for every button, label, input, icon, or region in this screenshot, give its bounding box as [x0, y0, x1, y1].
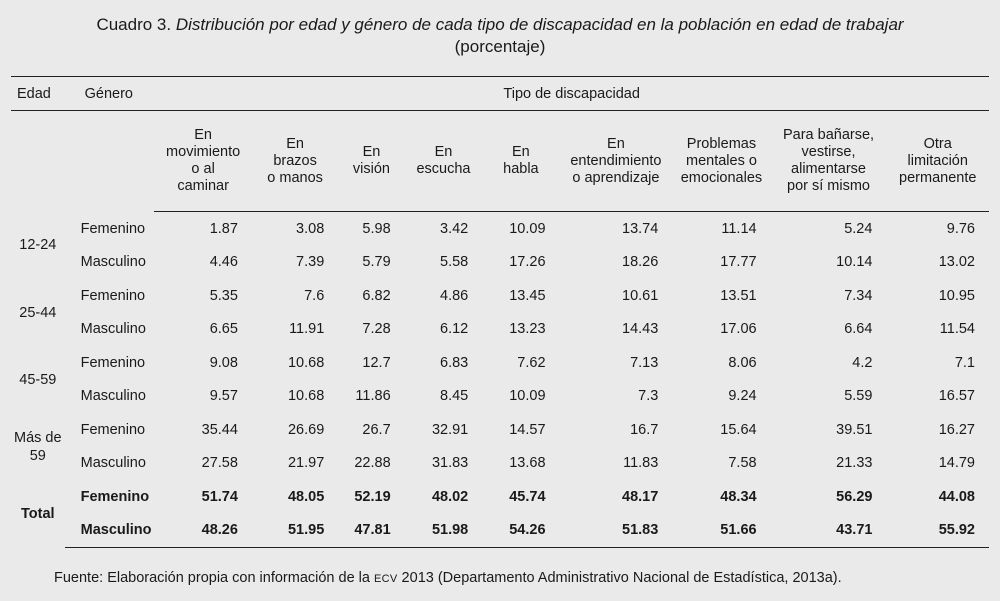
- value-cell: 51.83: [560, 514, 673, 548]
- value-cell: 10.68: [287, 388, 325, 405]
- value-cell: 5.79: [362, 254, 391, 271]
- column-header: En movimiento o al caminar: [154, 111, 252, 212]
- value-cell: 11.91: [289, 321, 325, 338]
- gender-cell: Masculino: [80, 455, 146, 472]
- value-cell: 16.57: [938, 388, 975, 405]
- value-cell: 10.14: [836, 254, 873, 271]
- value-cell: 12.7: [362, 354, 391, 371]
- value-cell: 27.58: [201, 455, 238, 472]
- gender-cell: Femenino: [80, 488, 150, 505]
- age-group-cell: 12-24: [19, 237, 57, 254]
- gender-cell: Masculino: [80, 254, 146, 271]
- value-cell: 21.97: [287, 455, 325, 472]
- value-cell: 51.66: [672, 514, 770, 548]
- value-cell: 10.09: [509, 220, 546, 237]
- age-group-cell: 45-59: [19, 371, 57, 388]
- column-header: Otra limitación permanente: [886, 111, 989, 212]
- column-header: En brazos o manos: [252, 111, 338, 212]
- source-abbr: ECV: [374, 573, 398, 585]
- value-cell: 13.23: [509, 321, 546, 338]
- value-cell: 8.06: [728, 354, 757, 371]
- value-cell: 5.35: [209, 287, 238, 304]
- value-cell: 47.81: [338, 514, 404, 548]
- column-header-row: [11, 111, 989, 212]
- value-cell: 13.51: [720, 287, 757, 304]
- value-cell: 13.68: [509, 455, 546, 472]
- table-title: [0, 14, 1000, 58]
- value-cell: 51.98: [405, 514, 483, 548]
- value-cell: 35.44: [201, 421, 238, 438]
- value-cell: 7.34: [844, 287, 873, 304]
- value-cell: 14.57: [509, 421, 546, 438]
- value-cell: 7.3: [638, 388, 659, 405]
- value-cell: 39.51: [836, 421, 873, 438]
- value-cell: 7.6: [304, 287, 325, 304]
- title-subtitle: (porcentaje): [454, 37, 546, 56]
- column-header: Para bañarse, vestirse, alimentarse por sí mismo: [771, 111, 887, 212]
- value-cell: 48.17: [622, 488, 659, 505]
- value-cell: 11.54: [939, 321, 975, 338]
- age-group-cell: Total: [21, 505, 55, 522]
- age-group-cell: 25-44: [19, 304, 57, 321]
- title-prefix: Cuadro 3.: [96, 15, 176, 34]
- header-row: [11, 77, 989, 111]
- gender-cell: Masculino: [65, 514, 155, 548]
- value-cell: 7.39: [296, 254, 325, 271]
- value-cell: 31.83: [431, 455, 469, 472]
- value-cell: 4.46: [209, 254, 238, 271]
- table-body: [11, 212, 989, 548]
- value-cell: 48.05: [287, 488, 325, 505]
- value-cell: 6.65: [209, 321, 238, 338]
- value-cell: 3.42: [440, 220, 469, 237]
- value-cell: 6.83: [440, 354, 469, 371]
- value-cell: 6.12: [440, 321, 469, 338]
- gender-cell: Masculino: [80, 321, 146, 338]
- disability-table: [11, 76, 989, 548]
- value-cell: 17.26: [509, 254, 546, 271]
- value-cell: 22.88: [354, 455, 391, 472]
- value-cell: 7.28: [362, 321, 391, 338]
- table-row: [11, 212, 989, 246]
- value-cell: 13.45: [509, 287, 546, 304]
- value-cell: 21.33: [836, 455, 873, 472]
- table-row: [11, 380, 989, 414]
- table-row: [11, 313, 989, 347]
- value-cell: 4.86: [440, 287, 469, 304]
- value-cell: 6.64: [844, 321, 873, 338]
- column-header: En visión: [338, 111, 404, 212]
- value-cell: 10.68: [287, 354, 325, 371]
- value-cell: 48.26: [154, 514, 252, 548]
- value-cell: 7.1: [954, 354, 975, 371]
- value-cell: 13.02: [938, 254, 975, 271]
- value-cell: 51.95: [252, 514, 338, 548]
- value-cell: 56.29: [836, 488, 873, 505]
- value-cell: 6.82: [362, 287, 391, 304]
- value-cell: 3.08: [296, 220, 325, 237]
- value-cell: 16.27: [938, 421, 975, 438]
- value-cell: 45.74: [509, 488, 546, 505]
- column-header: En habla: [482, 111, 559, 212]
- column-header: Problemas mentales o emocionales: [672, 111, 770, 212]
- value-cell: 13.74: [622, 220, 659, 237]
- value-cell: 11.83: [623, 455, 659, 472]
- value-cell: 11.86: [355, 388, 391, 405]
- table-row: [11, 279, 989, 313]
- value-cell: 15.64: [720, 421, 757, 438]
- header-tipo: Tipo de discapacidad: [503, 85, 640, 102]
- value-cell: 9.76: [946, 220, 975, 237]
- value-cell: 17.06: [720, 321, 757, 338]
- value-cell: 5.58: [440, 254, 469, 271]
- value-cell: 7.13: [630, 354, 659, 371]
- value-cell: 43.71: [771, 514, 887, 548]
- value-cell: 4.2: [852, 354, 873, 371]
- header-edad: Edad: [17, 85, 51, 102]
- value-cell: 1.87: [209, 220, 238, 237]
- table-row: [11, 246, 989, 280]
- value-cell: 9.08: [209, 354, 238, 371]
- value-cell: 32.91: [431, 421, 469, 438]
- column-header: En escucha: [405, 111, 483, 212]
- column-header: En entendimiento o aprendizaje: [560, 111, 673, 212]
- gender-cell: Masculino: [80, 388, 146, 405]
- value-cell: 17.77: [720, 254, 757, 271]
- value-cell: 7.58: [728, 455, 757, 472]
- value-cell: 10.95: [938, 287, 975, 304]
- table-row: [11, 346, 989, 380]
- value-cell: 48.34: [720, 488, 757, 505]
- value-cell: 14.79: [938, 455, 975, 472]
- value-cell: 10.61: [622, 287, 659, 304]
- value-cell: 18.26: [622, 254, 659, 271]
- value-cell: 5.98: [362, 220, 391, 237]
- gender-cell: Femenino: [80, 287, 146, 304]
- value-cell: 51.74: [201, 488, 238, 505]
- value-cell: 8.45: [440, 388, 469, 405]
- value-cell: 26.7: [362, 421, 391, 438]
- value-cell: 9.57: [209, 388, 238, 405]
- value-cell: 54.26: [482, 514, 559, 548]
- header-genero: Género: [84, 85, 133, 102]
- value-cell: 9.24: [728, 388, 757, 405]
- table-row: [11, 480, 989, 514]
- value-cell: 7.62: [517, 354, 546, 371]
- value-cell: 52.19: [354, 488, 391, 505]
- gender-cell: Femenino: [80, 421, 146, 438]
- gender-cell: Femenino: [80, 354, 146, 371]
- table-row: [11, 413, 989, 447]
- value-cell: 11.14: [721, 220, 757, 237]
- value-cell: 55.92: [886, 514, 989, 548]
- title-main: Distribución por edad y género de cada tipo de discapacidad en la población en edad de trabajar: [175, 15, 904, 34]
- value-cell: 5.24: [844, 220, 873, 237]
- value-cell: 5.59: [844, 388, 873, 405]
- age-group-cell: Más de 59: [14, 429, 62, 464]
- value-cell: 44.08: [938, 488, 975, 505]
- gender-cell: Femenino: [80, 220, 146, 237]
- table-row: [11, 447, 989, 481]
- source-note: Fuente: Elaboración propia con información de la ECV 2013 (Departamento Administrativo Nacional de Estadística, 2013a).: [54, 570, 842, 586]
- value-cell: 48.02: [431, 488, 469, 505]
- value-cell: 26.69: [287, 421, 325, 438]
- value-cell: 14.43: [622, 321, 659, 338]
- value-cell: 16.7: [630, 421, 659, 438]
- value-cell: 10.09: [509, 388, 546, 405]
- table-row: [11, 514, 989, 548]
